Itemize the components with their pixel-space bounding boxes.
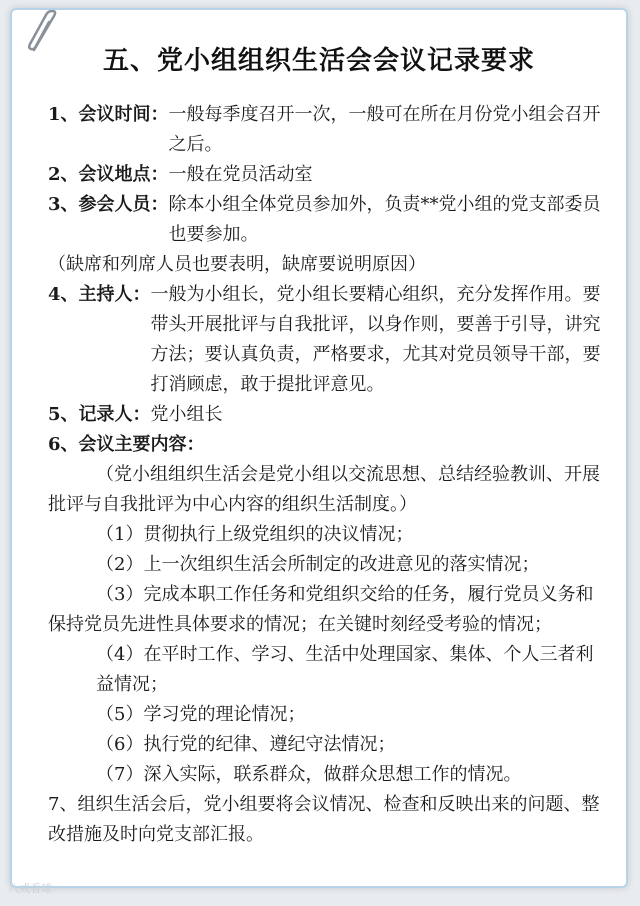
item-text: 一般每季度召开一次，一般可在所在月份党小组会召开之后。	[168, 104, 601, 155]
item-label: 3、参会人员：	[48, 194, 169, 215]
section6-point: （4）在平时工作、学习、生活中处理国家、集体、个人三者利益情况；	[96, 644, 594, 695]
item-text: 一般为小组长，党小组长要精心组织，充分发挥作用。要带头开展批评与自我批评，以身作则，要善于引导，讲究方法；要认真负责，严格要求，尤其对党员领导干部，要打消顾虑，敢于提批评意见。	[150, 284, 601, 395]
item-meeting-place	[48, 160, 606, 190]
watermark: 八戒看球	[8, 882, 52, 895]
item-label: 5、记录人：	[48, 404, 151, 425]
item-host	[48, 280, 606, 400]
section6-point: （1）贯彻执行上级党组织的决议情况；	[96, 524, 414, 545]
document-page	[10, 8, 628, 888]
item-attendees	[48, 190, 606, 250]
section6-point: （5）学习党的理论情况；	[96, 704, 306, 725]
item-recorder	[48, 400, 606, 430]
document-body	[48, 100, 606, 850]
attendance-note: （缺席和列席人员也要表明，缺席要说明原因）	[48, 254, 426, 275]
item-main-content	[48, 430, 606, 460]
item-report: 7、组织生活会后，党小组要将会议情况、检查和反映出来的问题、整改措施及时向党支部汇报。	[48, 794, 600, 845]
document-title: 五、党小组组织生活会会议记录要求	[102, 46, 535, 76]
item-meeting-time	[48, 100, 606, 160]
item-label: 4、主持人：	[48, 284, 151, 305]
section6-point: （7）深入实际，联系群众，做群众思想工作的情况。	[96, 764, 522, 785]
section6-point: （3）完成本职工作任务和党组织交给的任务，履行党员义务和保持党员先进性具体要求的情况；在关键时刻经受考验的情况；	[48, 584, 594, 635]
item-label: 2、会议地点：	[48, 164, 169, 185]
item-text: 一般在党员活动室	[168, 164, 313, 185]
section6-point: （6）执行党的纪律、遵纪守法情况；	[96, 734, 396, 755]
item-text: 党小组长	[150, 404, 223, 425]
item-text: 除本小组全体党员参加外，负责**党小组的党支部委员也要参加。	[168, 194, 601, 245]
item-label: 1、会议时间：	[48, 104, 169, 125]
section6-intro: （党小组组织生活会是党小组以交流思想、总结经验教训、开展批评与自我批评为中心内容的组织生活制度。）	[48, 464, 600, 515]
item-label: 6、会议主要内容：	[48, 434, 205, 455]
section6-point: （2）上一次组织生活会所制定的改进意见的落实情况；	[96, 554, 540, 575]
